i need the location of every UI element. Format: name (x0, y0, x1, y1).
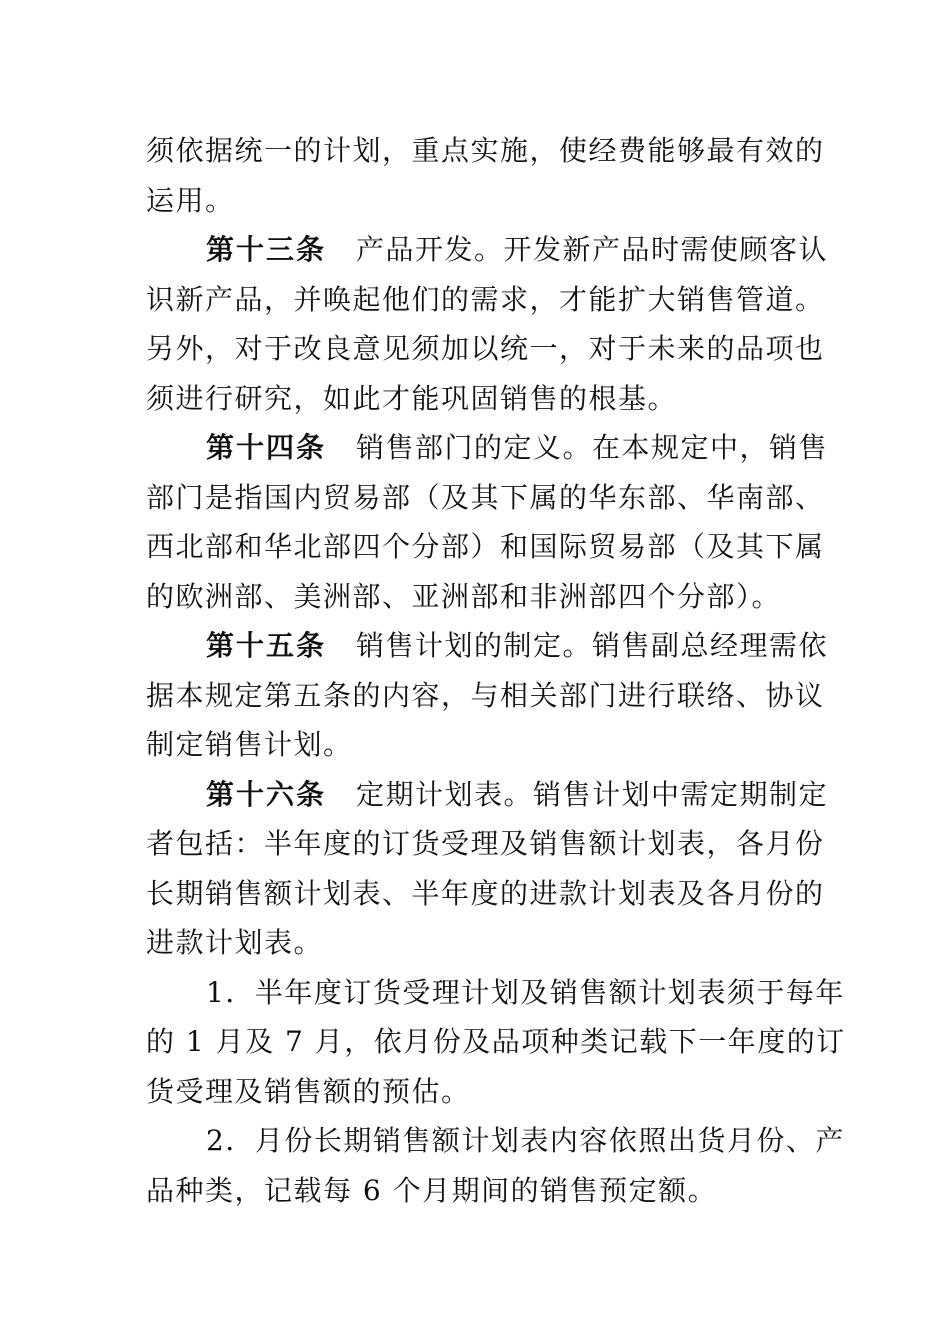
paragraph-text: 2．月份长期销售额计划表内容依照出货月份、产品种类，记载每 6 个月期间的销售预定额。 (146, 1124, 845, 1207)
paragraph-text: 销售计划的制定。销售副总经理需依据本规定第五条的内容，与相关部门进行联络、协议制定销售计划。 (146, 629, 829, 761)
article-16 (146, 770, 846, 968)
article-heading: 第十四条 (206, 431, 327, 464)
list-item-1 (146, 968, 846, 1117)
list-item-2 (146, 1116, 846, 1215)
article-heading: 第十六条 (206, 777, 327, 811)
paragraph-text: 定期计划表。销售计划中需定期制定者包括：半年度的订货受理及销售额计划表，各月份长期销售额计划表、半年度的进款计划表及各月份的进款计划表。 (146, 777, 829, 959)
paragraph-text: 销售部门的定义。在本规定中，销售部门是指国内贸易部（及其下属的华东部、华南部、西北部和华北部四个分部）和国际贸易部（及其下属的欧洲部、美洲部、亚洲部和非洲部四个分部）。 (146, 431, 829, 613)
paragraph-text: 1．半年度订货受理计划及销售额计划表须于每年的 1 月及 7 月，依月份及品项种类记载下一年度的订货受理及销售额的预估。 (146, 975, 846, 1108)
document-body (146, 126, 846, 1215)
paragraph-continuation (146, 126, 846, 225)
paragraph-text: 须依据统一的计划，重点实施，使经费能够最有效的运用。 (146, 134, 825, 217)
article-13 (146, 225, 846, 423)
article-heading: 第十五条 (206, 629, 327, 662)
article-15 (146, 621, 846, 770)
article-heading: 第十三条 (206, 233, 327, 266)
paragraph-text: 产品开发。开发新产品时需使顾客认识新产品，并唤起他们的需求，才能扩大销售管道。另外，对于改良意见须加以统一，对于未来的品项也须进行研究，如此才能巩固销售的根基。 (146, 233, 829, 415)
article-14 (146, 423, 846, 621)
